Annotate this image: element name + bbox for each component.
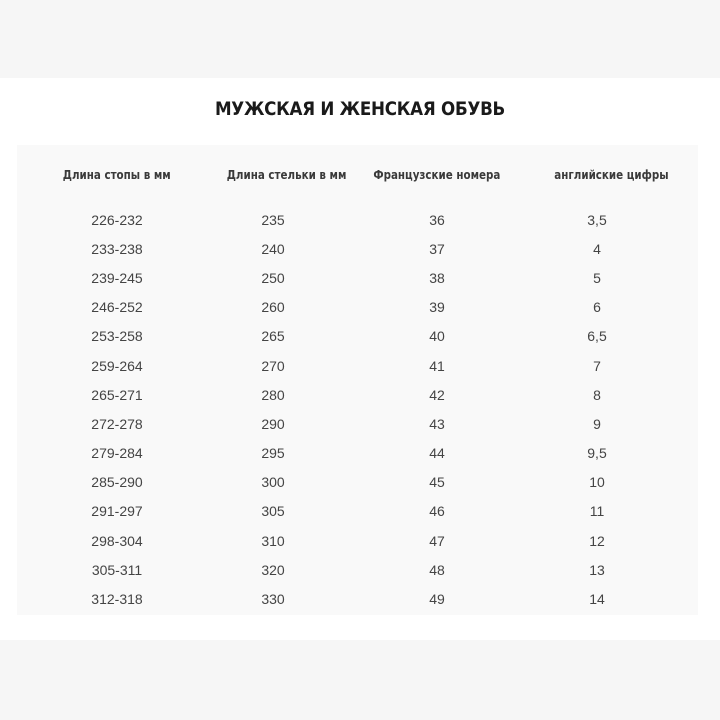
cell-insole-length: 295	[261, 445, 285, 462]
row-spacer	[649, 380, 698, 409]
cell-english-size: 4	[593, 240, 601, 257]
cell-insole-length: 235	[261, 211, 285, 228]
table-row	[17, 380, 698, 409]
cell-foot-length: 291-297	[91, 503, 143, 520]
header-insole-length	[217, 145, 347, 205]
cell-french-size: 44	[429, 445, 445, 462]
cell-insole-length: 320	[261, 561, 285, 578]
cell-french-size: 43	[429, 415, 445, 432]
cell-foot-length: 279-284	[91, 445, 143, 462]
cell-foot-length: 259-264	[91, 357, 143, 374]
cell-insole-length: 265	[261, 328, 285, 345]
table-header-row	[17, 145, 698, 205]
cell-english-size: 6,5	[587, 328, 607, 345]
cell-insole-length: 270	[261, 357, 285, 374]
table-row	[17, 263, 698, 292]
table-row	[17, 555, 698, 584]
row-spacer	[649, 351, 698, 380]
cell-english-size: 9,5	[587, 445, 607, 462]
cell-english-size: 14	[589, 591, 605, 608]
row-spacer	[649, 468, 698, 497]
cell-foot-length: 253-258	[91, 328, 143, 345]
row-spacer	[649, 497, 698, 526]
row-spacer	[649, 584, 698, 613]
cell-foot-length: 298-304	[91, 532, 143, 549]
cell-english-size: 6	[593, 299, 601, 316]
cell-english-size: 13	[589, 561, 605, 578]
cell-insole-length: 240	[261, 240, 285, 257]
cell-foot-length: 305-311	[91, 561, 143, 578]
header-french-size	[329, 145, 545, 205]
row-spacer	[649, 263, 698, 292]
page-title: МУЖСКАЯ И ЖЕНСКАЯ ОБУВЬ	[214, 98, 506, 120]
table-row	[17, 526, 698, 555]
cell-insole-length: 310	[261, 532, 285, 549]
cell-french-size: 40	[429, 328, 445, 345]
cell-foot-length: 312-318	[91, 591, 143, 608]
cell-foot-length: 285-290	[91, 474, 143, 491]
header-foot-length-label: Длина стопы в мм	[63, 168, 171, 182]
cell-insole-length: 280	[261, 386, 285, 403]
table-row	[17, 409, 698, 438]
row-spacer	[649, 293, 698, 322]
cell-french-size: 41	[429, 357, 445, 374]
cell-english-size: 11	[589, 503, 605, 520]
table-body	[17, 205, 698, 614]
cell-english-size: 7	[593, 357, 601, 374]
cell-english-size: 3,5	[587, 211, 607, 228]
cell-french-size: 46	[429, 503, 445, 520]
cell-french-size: 42	[429, 386, 445, 403]
header-insole-length-label: Длина стельки в мм	[226, 168, 347, 182]
cell-foot-length: 246-252	[91, 299, 143, 316]
bottom-band	[0, 640, 720, 720]
cell-english-size: 5	[593, 269, 601, 286]
row-spacer	[649, 322, 698, 351]
table-row	[17, 322, 698, 351]
cell-insole-length: 300	[261, 474, 285, 491]
size-table-card	[17, 145, 698, 615]
table-row	[17, 468, 698, 497]
cell-foot-length: 265-271	[91, 386, 143, 403]
cell-foot-length: 272-278	[91, 415, 143, 432]
row-spacer	[649, 439, 698, 468]
cell-english-size: 8	[593, 386, 601, 403]
cell-foot-length: 239-245	[91, 269, 143, 286]
cell-insole-length: 330	[261, 591, 285, 608]
table-row	[17, 351, 698, 380]
cell-insole-length: 305	[261, 503, 285, 520]
table-row	[17, 293, 698, 322]
cell-french-size: 36	[429, 211, 445, 228]
cell-foot-length: 226-232	[91, 211, 143, 228]
header-french-size-label: Французские номера	[373, 168, 501, 182]
cell-english-size: 12	[589, 532, 605, 549]
table-row	[17, 497, 698, 526]
cell-english-size: 9	[593, 415, 601, 432]
row-spacer	[649, 555, 698, 584]
row-spacer	[649, 409, 698, 438]
table-row	[17, 439, 698, 468]
cell-foot-length: 233-238	[91, 240, 143, 257]
cell-insole-length: 250	[261, 269, 285, 286]
cell-french-size: 45	[429, 474, 445, 491]
table-row	[17, 205, 698, 234]
row-spacer	[649, 526, 698, 555]
table-row	[17, 584, 698, 613]
header-english-size	[545, 145, 669, 205]
cell-french-size: 48	[429, 561, 445, 578]
header-english-size-label: английские цифры	[554, 168, 669, 182]
row-spacer	[649, 234, 698, 263]
table-row	[17, 234, 698, 263]
cell-french-size: 49	[429, 591, 445, 608]
header-foot-length	[17, 145, 217, 205]
cell-insole-length: 260	[261, 299, 285, 316]
cell-english-size: 10	[589, 474, 605, 491]
top-band	[0, 0, 720, 78]
cell-french-size: 39	[429, 299, 445, 316]
cell-insole-length: 290	[261, 415, 285, 432]
cell-french-size: 38	[429, 269, 445, 286]
cell-french-size: 47	[429, 532, 445, 549]
cell-french-size: 37	[429, 240, 445, 257]
size-table	[17, 145, 698, 614]
row-spacer	[649, 205, 698, 234]
